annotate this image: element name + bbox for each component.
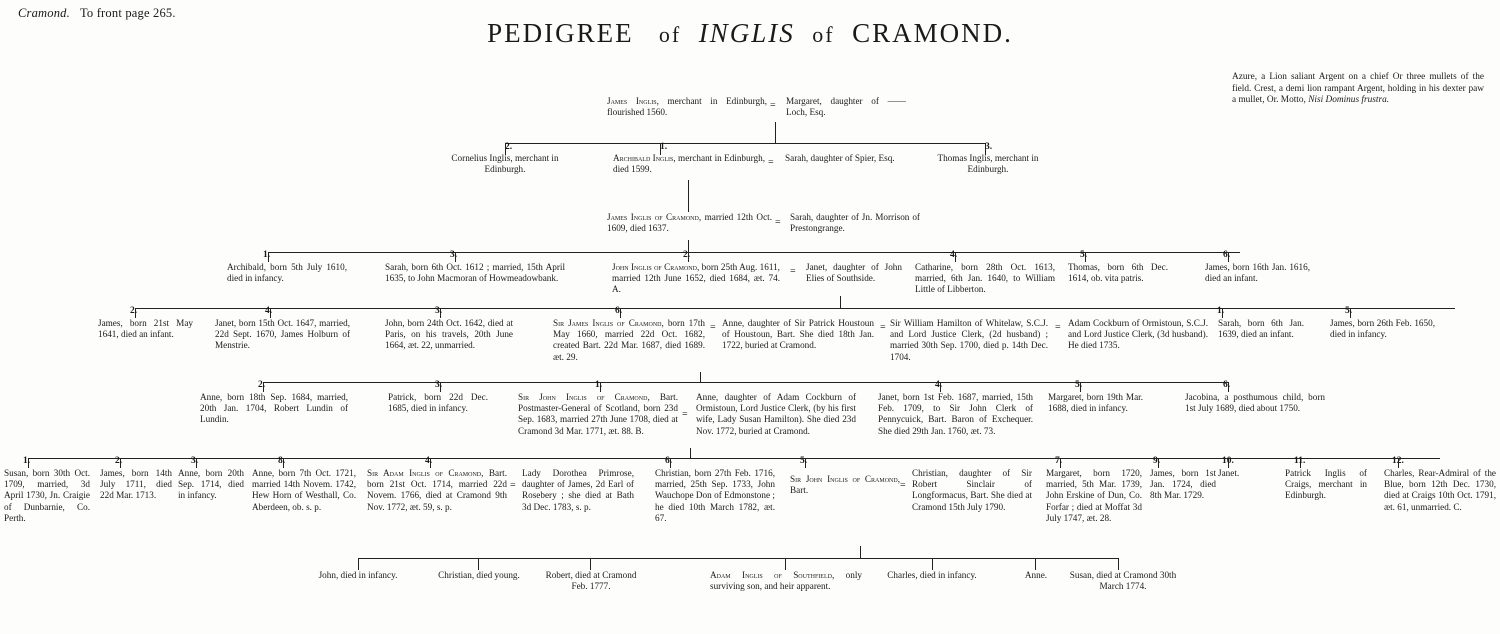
page-title [0, 18, 1500, 49]
marriage-equals: = [790, 266, 795, 277]
sibling-number: 4. [265, 306, 273, 316]
line-v [478, 558, 479, 570]
sibling-number: 2. [258, 380, 266, 390]
line-v [590, 558, 591, 570]
line-h [268, 252, 1240, 253]
sibling-number: 1. [23, 456, 31, 466]
person-text: Anne, born 7th Oct. 1721, married 14th Novem. 1742, Hew Horn of Westhall, Co. Aberdeen, ob. s. p. [252, 468, 356, 512]
person-text: Janet. [1218, 468, 1240, 478]
person-text: Jacobina, a posthumous child, born 1st July 1689, died about 1750. [1185, 392, 1325, 414]
armorial-blazon [1232, 72, 1484, 107]
line-h [358, 558, 1118, 559]
sibling-number: 12. [1392, 456, 1404, 466]
sibling-number: 2. [115, 456, 123, 466]
person-james-1711 [100, 468, 172, 502]
corner-note-right: To front page 265. [79, 6, 176, 20]
person-margaret-loch [786, 96, 906, 118]
person-text: James, born 26th Feb. 1650, died in infancy. [1330, 318, 1435, 340]
sibling-number: 8. [278, 456, 286, 466]
line-v [358, 558, 359, 570]
sibling-number: 5. [1080, 250, 1088, 260]
line-v [785, 558, 786, 570]
title-word-pedigree: PEDIGREE [487, 18, 634, 48]
person-christian-sinclair [912, 468, 1032, 513]
sibling-number: 3. [985, 142, 993, 152]
line-h [505, 143, 985, 144]
person-jacobina-1689 [1185, 392, 1325, 414]
person-sir-william-hamilton [890, 318, 1048, 363]
marriage-equals: = [1055, 322, 1060, 333]
person-text: Lady Dorothea Primrose, daughter of James, 2d Earl of Rosebery ; she died at Bath 3d Dec. 1783, s. p. [522, 468, 634, 512]
person-text: Margaret, born 19th Mar. 1688, died in infancy. [1048, 392, 1143, 414]
person-text: Margaret, born 1720, married, 5th Mar. 1739, John Erskine of Dun, Co. Forfar ; died at Moffat 3d July 1747, æt. 28. [1046, 468, 1142, 523]
marriage-equals: = [710, 322, 715, 333]
person-text: Sarah, born 6th Oct. 1612 ; married, 15th April 1635, to John Macmoran of Howmeadowbank. [385, 262, 565, 284]
marriage-equals: = [682, 409, 687, 420]
person-anne-cockburn [696, 392, 856, 437]
line-v [690, 448, 691, 458]
sibling-number: 1. [263, 250, 271, 260]
marriage-equals: = [880, 322, 885, 333]
line-v [688, 180, 689, 212]
person-sarah-morrison [790, 212, 920, 234]
person-text: John, born 24th Oct. 1642, died at Paris, on his travels, 20th June 1664, æt. 22, unmarried. [385, 318, 513, 351]
person-text: Susan, died at Cramond 30th March 1774. [1069, 570, 1177, 592]
sibling-number: 10. [1222, 456, 1234, 466]
person-anne-1684 [200, 392, 348, 426]
person-james-inglis-1560: James Inglis, merchant in Edinburgh, flourished 1560. [607, 96, 767, 118]
person-text: Sarah, born 6th Jan. 1639, died an infant. [1218, 318, 1304, 340]
line-h [263, 382, 1228, 383]
person-anne-1721 [252, 468, 356, 513]
sibling-number: 6. [1223, 250, 1231, 260]
person-text: Thomas, born 6th Dec. 1614, ob. vita patris. [1068, 262, 1168, 284]
sibling-number: 5. [800, 456, 808, 466]
person-sir-john-inglis-bart: Sir John Inglis of Cramond, Bart. [790, 474, 900, 496]
person-text: John, died in infancy. [318, 570, 398, 580]
person-sarah-1639 [1218, 318, 1304, 340]
person-john-infancy [315, 570, 401, 581]
sibling-number: 4. [425, 456, 433, 466]
sibling-number: 2. [683, 250, 691, 260]
person-text: Catharine, born 28th Oct. 1613, married, 6th Jan. 1640, to William Little of Libberton. [915, 262, 1055, 295]
person-anne-gen8 [1005, 570, 1067, 581]
blazon-motto: Nisi Dominus frustra. [1308, 95, 1390, 106]
line-v [1118, 558, 1119, 570]
person-james-1616 [1205, 262, 1310, 284]
corner-note-left: Cramond. [18, 6, 70, 20]
person-text: Charles, Rear-Admiral of the Blue, born 12th Dec. 1730, died at Craigs 10th Oct. 1791, æt. 61, unmarried. C. [1384, 468, 1496, 512]
person-charles-rear-admiral [1384, 468, 1496, 513]
person-christian-young [438, 570, 520, 581]
person-john-inglis-of-cramond: John Inglis of Cramond, born 25th Aug. 1611, married 12th June 1652, died 1684, æt. 74. A. [612, 262, 780, 295]
person-text: Anne, daughter of Sir Patrick Houstoun of Houstoun, Bart. She died 18th Jan. 1722, buried at Cramond. [722, 318, 874, 351]
person-text: Sarah, daughter of Spier, Esq. [785, 153, 895, 163]
person-susan-1774 [1068, 570, 1178, 592]
person-text: Christian, born 27th Feb. 1716, married, 25th Sep. 1733, John Wauchope Don of Edmonstone ; he died 10th March 1782, æt. 67. [655, 468, 775, 523]
line-h [135, 308, 1455, 309]
person-james-1724 [1150, 468, 1216, 502]
person-text: Anne, born 18th Sep. 1684, married, 20th Jan. 1704, Robert Lundin of Lundin. [200, 392, 348, 425]
sibling-number: 6. [665, 456, 673, 466]
line-v [775, 122, 776, 143]
person-thomas-inglis [920, 153, 1056, 175]
person-text: Adam Cockburn of Ormistoun, S.C.J. and Lord Justice Clerk, (3d husband). He died 1735. [1068, 318, 1208, 351]
person-sarah-1612 [385, 262, 565, 284]
person-text: Robert, died at Cramond Feb. 1777. [545, 570, 637, 592]
person-catharine-1613 [915, 262, 1055, 296]
sibling-number: 11. [1294, 456, 1306, 466]
sibling-number: 7. [1055, 456, 1063, 466]
person-thomas-1614 [1068, 262, 1168, 284]
sibling-number: 2. [130, 306, 138, 316]
sibling-number: 1. [595, 380, 603, 390]
person-text: James, born 21st May 1641, died an infant. [98, 318, 193, 340]
person-susan-1709 [4, 468, 90, 524]
person-james-1650 [1330, 318, 1435, 340]
person-text: Christian, died young. [438, 570, 520, 580]
person-text: Archibald, born 5th July 1610, died in infancy. [227, 262, 347, 284]
marriage-equals: = [510, 480, 515, 491]
person-text: Christian, daughter of Sir Robert Sinclair of Longformacus, Bart. She died at Cramond 15th July 1790. [912, 468, 1032, 512]
sibling-number: 4. [950, 250, 958, 260]
person-charles-infancy [886, 570, 978, 581]
person-archibald-inglis: Archibald Inglis, merchant in Edinburgh, died 1599. [613, 153, 765, 175]
person-james-inglis-of-cramond: James Inglis of Cramond, married 12th Oct. 1609, died 1637. [607, 212, 772, 234]
person-james-1641 [98, 318, 193, 340]
person-sir-john-inglis-of-cramond: Sir John Inglis of Cramond, Bart. Postmaster-General of Scotland, born 23d Sep. 1683, married 27th June 1708, died at Cramond 3d Mar. 1771, æt. 88. B. [518, 392, 678, 436]
person-text: Janet, daughter of John Elies of Southside. [806, 262, 902, 284]
sibling-number: 2. [505, 142, 513, 152]
sibling-number: 5. [1345, 306, 1353, 316]
person-margaret-1720 [1046, 468, 1142, 524]
sibling-number: 1. [1217, 306, 1225, 316]
person-text: Patrick, born 22d Dec. 1685, died in infancy. [388, 392, 488, 414]
person-anne-houstoun [722, 318, 874, 352]
person-janet-elies [806, 262, 902, 284]
person-patrick-1685 [388, 392, 488, 414]
line-v [860, 546, 861, 558]
person-lady-dorothea-primrose [522, 468, 634, 513]
person-adam-cockburn [1068, 318, 1208, 352]
marriage-equals: = [768, 157, 773, 168]
person-text: James, born 16th Jan. 1616, died an infant. [1205, 262, 1310, 284]
title-family: INGLIS [698, 18, 795, 48]
line-v [1035, 558, 1036, 570]
person-sir-adam-inglis-of-cramond: Sir Adam Inglis of Cramond, Bart. born 21st Oct. 1714, married 22d Novem. 1766, died at Cramond 9th Nov. 1772, æt. 59, s. p. [367, 468, 507, 512]
marriage-equals: = [770, 100, 775, 111]
sibling-number: 9. [1153, 456, 1161, 466]
sibling-number: 6. [1223, 380, 1231, 390]
person-christian-1716 [655, 468, 775, 524]
person-patrick-inglis-of-craigs [1285, 468, 1367, 502]
sibling-number: 6. [615, 306, 623, 316]
person-text: Janet, born 15th Oct. 1647, married, 22d Sept. 1670, James Holburn of Menstrie. [215, 318, 350, 351]
person-text: Patrick Inglis of Craigs, merchant in Edinburgh. [1285, 468, 1367, 501]
sibling-number: 3. [191, 456, 199, 466]
marriage-equals: = [775, 217, 780, 228]
sibling-number: 3. [450, 250, 458, 260]
person-adam-inglis-of-southfield: Adam Inglis of Southfield, only surviving son, and heir apparent. [710, 570, 862, 592]
person-text: James, born 14th July 1711, died 22d Mar. 1713. [100, 468, 172, 501]
sibling-number: 1. [660, 142, 668, 152]
person-anne-1714 [178, 468, 244, 502]
person-text: Anne. [1024, 570, 1048, 580]
person-archibald-1610 [227, 262, 347, 284]
person-text: James, born 1st Jan. 1724, died 8th Mar. 1729. [1150, 468, 1216, 501]
person-text: Cornelius Inglis, merchant in Edinburgh. [451, 153, 559, 175]
person-text: Charles, died in infancy. [887, 570, 977, 580]
sibling-number: 3. [435, 306, 443, 316]
person-robert-cramond [538, 570, 644, 592]
title-of-1: of [658, 22, 682, 47]
person-john-1642 [385, 318, 513, 352]
person-text: Margaret, daughter of —— Loch, Esq. [786, 96, 906, 118]
person-text: Anne, daughter of Adam Cockburn of Ormistoun, Lord Justice Clerk, (by his first wife, Lady Susan Hamilton). She died 23d Nov. 1772, buried at Cramond. [696, 392, 856, 436]
marriage-equals: = [900, 480, 905, 491]
person-text: Susan, born 30th Oct. 1709, married, 3d April 1730, Jn. Craigie of Dunbarnie, Co. Perth. [4, 468, 90, 523]
person-text: Sarah, daughter of Jn. Morrison of Prestongrange. [790, 212, 920, 234]
person-text: Anne, born 20th Sep. 1714, died in infancy. [178, 468, 244, 501]
person-sir-james-inglis-of-cramond: Sir James Inglis of Cramond, born 17th May 1660, married 22d Oct. 1682, created Bart. 22d Mar. 1687, died 1689. æt. 29. [553, 318, 705, 362]
person-janet [1218, 468, 1278, 479]
person-janet-1647 [215, 318, 350, 352]
line-v [700, 372, 701, 382]
title-of-2: of [812, 22, 835, 47]
sibling-number: 3. [435, 380, 443, 390]
blazon-text: Azure, a Lion saliant Argent on a chief Or three mullets of the field. Crest, a demi lion rampant Argent, holding in his dexter paw a mullet, Or. Motto, [1232, 72, 1484, 106]
sibling-number: 4. [935, 380, 943, 390]
person-janet-1687 [878, 392, 1033, 437]
person-text: Sir William Hamilton of Whitelaw, S.C.J. and Lord Justice Clerk, (2d husband) ; married 30th Sep. 1700, died p. 14th Dec. 1704. [890, 318, 1048, 362]
person-cornelius-inglis [437, 153, 573, 175]
sibling-number: 5. [1075, 380, 1083, 390]
person-margaret-1688 [1048, 392, 1143, 414]
line-v [840, 296, 841, 308]
title-place: CRAMOND. [852, 18, 1013, 48]
person-text: Janet, born 1st Feb. 1687, married, 15th Feb. 1709, to Sir John Clerk of Pennycuick, Bart. Baron of Exchequer. She died 29th Jan. 1760, æt. 73. [878, 392, 1033, 436]
line-v [932, 558, 933, 570]
person-text: Thomas Inglis, merchant in Edinburgh. [937, 153, 1039, 175]
person-sarah-spier [785, 153, 895, 164]
